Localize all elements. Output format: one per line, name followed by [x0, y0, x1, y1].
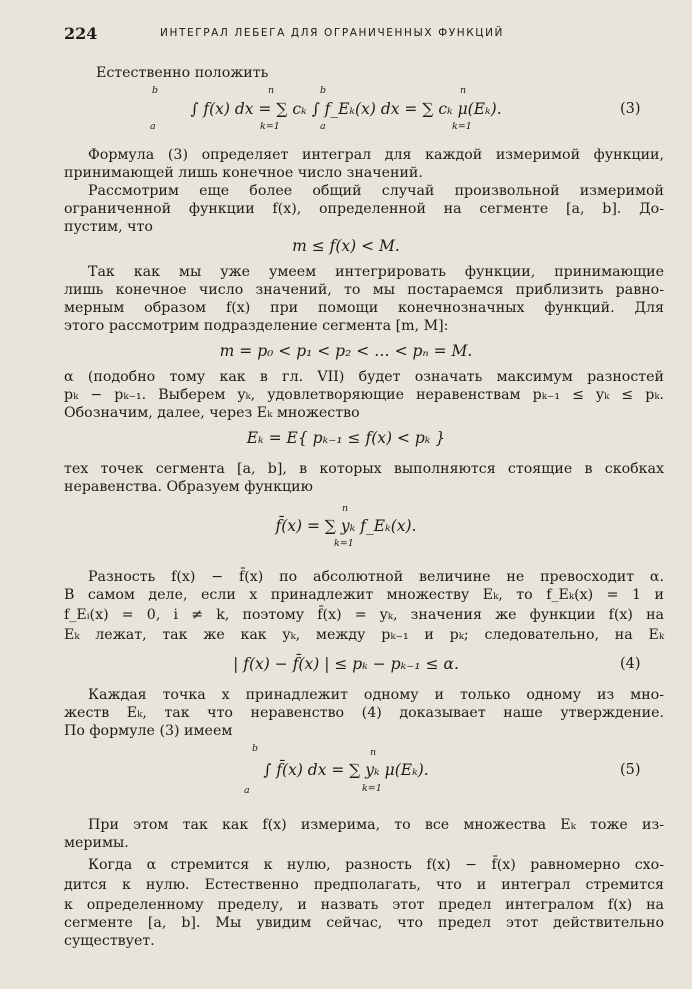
text-line: Eₖ лежат, так же как yₖ, между pₖ₋₁ и pₖ; следовательно, на Eₖ: [64, 627, 664, 643]
text-line: принимающей лишь конечное число значений.: [64, 165, 423, 181]
text-line: неравенства. Образуем функцию: [64, 479, 313, 495]
formula-set-def: Eₖ = E{ pₖ₋₁ ≤ f(x) < pₖ }: [246, 429, 446, 447]
text-line: f_Eᵢ(x) = 0, i ≠ k, поэтому f̄(x) = yₖ, значения же функции f(x) на: [64, 607, 664, 623]
text-line: тех точек сегмента [a, b], в которых выполняются стоящие в скобках: [64, 461, 664, 477]
limit-upper: n: [268, 85, 275, 96]
formula-partition: m = p₀ < p₁ < p₂ < … < pₙ = M.: [219, 342, 473, 360]
text-line: Так как мы уже умеем интегрировать функции, принимающие: [88, 264, 664, 280]
limit-upper: n: [342, 503, 349, 514]
text-line: дится к нулю. Естественно предполагать, что и интеграл стремится: [64, 877, 664, 893]
equation-number-3: (3): [620, 101, 641, 117]
limit-upper: b: [320, 85, 327, 96]
limit-upper: n: [460, 85, 467, 96]
text-line: этого рассмотрим подразделение сегмента [m, M]:: [64, 318, 449, 334]
text-line: Когда α стремится к нулю, разность f(x) − f̄(x) равномерно схо-: [88, 857, 664, 873]
limit-upper: b: [252, 743, 259, 754]
text-line: Разность f(x) − f̄(x) по абсолютной величине не превосходит α.: [88, 569, 664, 585]
text-line: pₖ − pₖ₋₁. Выберем yₖ, удовлетворяющие неравенствам pₖ₋₁ ≤ yₖ ≤ pₖ.: [64, 387, 664, 403]
equation-number-4: (4): [620, 656, 641, 672]
text-line: ограниченной функции f(x), определенной на сегменте [a, b]. До-: [64, 201, 664, 217]
text-line: Обозначим, далее, через Eₖ множество: [64, 405, 360, 421]
text-line: Формула (3) определяет интеграл для каждой измеримой функции,: [88, 147, 664, 163]
equation-number-5: (5): [620, 762, 641, 778]
limit-lower: k=1: [334, 538, 354, 549]
text-line: меримы.: [64, 835, 129, 851]
limit-upper: n: [370, 747, 377, 758]
limit-upper: b: [152, 85, 159, 96]
formula-fbar: f̄(x) = ∑ yₖ f_Eₖ(x).: [275, 517, 417, 535]
text-line: лишь конечное число значений, то мы постараемся приблизить равно-: [64, 282, 664, 298]
text-line: пустим, что: [64, 219, 153, 235]
page-number: 224: [64, 24, 98, 43]
text-line: к определенному пределу, и назвать этот предел интегралом f(x) на: [64, 897, 664, 913]
limit-lower: a: [244, 785, 250, 796]
text-line: При этом так как f(x) измерима, то все множества Eₖ тоже из-: [88, 817, 664, 833]
text-line: α (подобно тому как в гл. VII) будет означать максимум разностей: [64, 369, 664, 385]
formula-5: ∫ f̄(x) dx = ∑ yₖ μ(Eₖ).: [263, 761, 429, 779]
text-line: мерным образом f(x) при помощи конечнозначных функций. Для: [64, 300, 664, 316]
text-line: Естественно положить: [96, 65, 269, 81]
text-line: жеств Eₖ, так что неравенство (4) доказывает наше утверждение.: [64, 705, 664, 721]
formula-bounds: m ≤ f(x) < M.: [292, 237, 400, 255]
text-line: Рассмотрим еще более общий случай произвольной измеримой: [88, 183, 664, 199]
text-line: По формуле (3) имеем: [64, 723, 233, 739]
limit-lower: k=1: [452, 121, 472, 132]
limit-lower: k=1: [362, 783, 382, 794]
limit-lower: a: [150, 121, 156, 132]
limit-lower: a: [320, 121, 326, 132]
text-line: Каждая точка x принадлежит одному и только одному из мно-: [88, 687, 664, 703]
limit-lower: k=1: [260, 121, 280, 132]
formula-3: ∫ f(x) dx = ∑ cₖ ∫ f_Eₖ(x) dx = ∑ cₖ μ(Eₖ).: [190, 100, 502, 118]
text-line: В самом деле, если x принадлежит множеству Eₖ, то f_Eₖ(x) = 1 и: [64, 587, 664, 603]
text-line: сегменте [a, b]. Мы увидим сейчас, что предел этот действительно: [64, 915, 664, 931]
formula-inequality-4: | f(x) − f̄(x) | ≤ pₖ − pₖ₋₁ ≤ α.: [233, 655, 459, 673]
running-title: ИНТЕГРАЛ ЛЕБЕГА ДЛЯ ОГРАНИЧЕННЫХ ФУНКЦИЙ: [160, 27, 504, 39]
text-line: существует.: [64, 933, 155, 949]
